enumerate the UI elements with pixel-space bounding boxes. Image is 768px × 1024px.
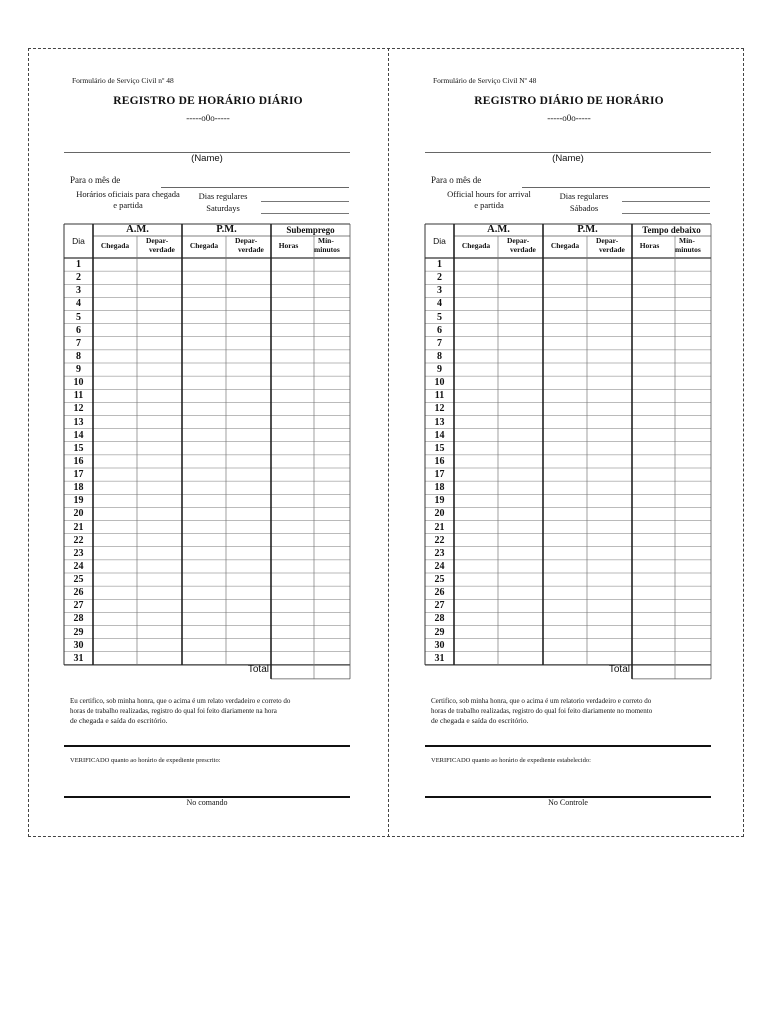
day-number: 18 — [434, 482, 445, 494]
undertime-header: Subemprego — [286, 225, 335, 235]
minutes-header-line-1: Mín- — [679, 236, 695, 245]
day-number: 23 — [434, 547, 445, 559]
day-number: 13 — [434, 416, 445, 428]
day-number: 20 — [73, 508, 84, 520]
day-number: 20 — [434, 508, 445, 520]
time-record-table — [425, 224, 711, 676]
month-label: Para o mês de — [431, 175, 482, 185]
day-number: 26 — [73, 587, 84, 599]
day-number: 12 — [73, 403, 84, 415]
day-number: 15 — [434, 442, 445, 454]
day-number: 23 — [73, 547, 84, 559]
day-number: 31 — [434, 652, 445, 664]
minutes-header — [675, 236, 701, 254]
official-hours-line-2: e partida — [113, 200, 143, 210]
pm-departure-header — [226, 236, 271, 254]
day-number: 22 — [73, 534, 84, 546]
supervisor-label: No Controle — [548, 798, 588, 807]
name-label: (Name) — [552, 153, 584, 164]
am-arrival-header: Chegada — [461, 241, 491, 250]
official-hours-line-2: e partida — [474, 200, 504, 210]
pm-header: P.M. — [577, 224, 598, 235]
am-departure-header — [498, 236, 543, 254]
day-number: 24 — [434, 560, 445, 572]
official-hours-label — [70, 189, 186, 211]
regular-days-field-line[interactable] — [261, 201, 349, 202]
signature-line-employee[interactable] — [425, 745, 711, 747]
form-number: Formulário de Serviço Civil Nº 48 — [433, 76, 537, 85]
pm-arrival-header: Chegada — [189, 241, 219, 250]
pm-departure-header-line-1: Depar- — [235, 236, 258, 245]
day-number: 30 — [434, 639, 445, 651]
day-number: 9 — [437, 364, 442, 375]
day-number: 8 — [437, 350, 442, 362]
regular-days-text: Dias regulares — [198, 191, 248, 201]
day-number: 3 — [76, 285, 81, 297]
day-number: 9 — [76, 364, 81, 375]
certification-text — [431, 697, 716, 726]
day-number: 19 — [434, 495, 445, 507]
day-number: 27 — [73, 600, 84, 612]
day-number: 1 — [437, 259, 442, 270]
day-number: 5 — [437, 311, 442, 323]
day-number: 8 — [76, 350, 81, 362]
day-number: 6 — [76, 324, 81, 336]
day-number: 1 — [76, 259, 81, 270]
total-label: Total — [608, 664, 630, 675]
total-label: Total — [247, 664, 269, 675]
hours-header: Horas — [278, 241, 299, 250]
saturdays-text: Saturdays — [206, 203, 240, 213]
day-number: 27 — [434, 600, 445, 612]
certification-line-3: de chegada e saída do escritório. — [70, 716, 168, 725]
day-number: 26 — [434, 587, 445, 599]
certification-line-1: Eu certifico, sob minha honra, que o acima é um relato verdadeiro e correto do — [70, 697, 291, 705]
saturdays-text: Sábados — [569, 203, 599, 213]
day-number: 24 — [73, 560, 84, 572]
saturdays-field-line[interactable] — [622, 213, 710, 214]
certification-line-1: Certifico, sob minha honra, que o acima é um relatorio verdadeiro e correto do — [431, 697, 652, 705]
day-number: 25 — [434, 574, 445, 585]
pm-departure-header-line-2: verdade — [238, 245, 264, 254]
day-number: 19 — [73, 495, 84, 507]
name-label: (Name) — [191, 153, 223, 164]
pm-departure-header-line-2: verdade — [599, 245, 625, 254]
day-number: 31 — [73, 652, 84, 664]
table-grid — [64, 224, 350, 676]
certification-line-2: horas de trabalho realizadas, registro do qual foi feito diariamente no momento — [431, 706, 653, 715]
day-number: 29 — [434, 626, 445, 638]
day-number-column — [425, 258, 454, 665]
am-arrival-header: Chegada — [100, 241, 130, 250]
pm-departure-header — [587, 236, 632, 254]
certification-line-3: de chegada e saída do escritório. — [431, 716, 529, 725]
am-departure-header-line-1: Depar- — [507, 236, 530, 245]
form-title: REGISTRO DIÁRIO DE HORÁRIO — [474, 95, 664, 107]
day-number: 28 — [73, 613, 84, 625]
undertime-header: Tempo debaixo — [642, 225, 701, 235]
minutes-header-line-2: minutos — [314, 245, 340, 254]
title-ornament: -----o0o----- — [547, 113, 591, 123]
day-number: 4 — [437, 298, 442, 310]
am-departure-header-line-2: verdade — [510, 245, 536, 254]
day-number: 13 — [73, 416, 84, 428]
right-form — [389, 48, 749, 837]
day-number: 5 — [76, 311, 81, 323]
day-number: 28 — [434, 613, 445, 625]
day-number: 17 — [73, 469, 84, 480]
day-number: 25 — [73, 574, 84, 585]
day-number: 11 — [434, 390, 445, 402]
verified-label: VERIFICADO quanto ao horário de expediente estabelecido: — [431, 757, 591, 764]
hours-header: Horas — [639, 241, 660, 250]
day-number: 18 — [73, 482, 84, 494]
official-hours-line-1: Horários oficiais para chegada — [76, 189, 180, 199]
day-number: 14 — [434, 429, 445, 441]
time-record-table — [64, 224, 350, 676]
day-number: 12 — [434, 403, 445, 415]
am-departure-header — [137, 236, 182, 254]
minutes-header-line-1: Mín- — [318, 236, 334, 245]
day-number: 30 — [73, 639, 84, 651]
regular-days-label — [539, 190, 629, 214]
regular-days-text: Dias regulares — [559, 191, 609, 201]
form-title: REGISTRO DE HORÁRIO DIÁRIO — [113, 95, 303, 107]
day-number: 10 — [73, 377, 84, 389]
day-number: 22 — [434, 534, 445, 546]
day-number: 7 — [437, 337, 442, 349]
day-number: 7 — [76, 337, 81, 349]
day-number: 14 — [73, 429, 84, 441]
day-number: 2 — [437, 272, 442, 284]
pm-arrival-header: Chegada — [550, 241, 580, 250]
day-number: 4 — [76, 298, 81, 310]
day-number: 16 — [73, 455, 84, 467]
day-number: 16 — [434, 455, 445, 467]
form-number: Formulário de Serviço Civil nº 48 — [72, 76, 174, 85]
regular-days-label — [178, 190, 268, 214]
day-number: 15 — [73, 442, 84, 454]
regular-days-field-line[interactable] — [622, 201, 710, 202]
supervisor-label: No comando — [186, 798, 228, 807]
official-hours-line-1: Official hours for arrival — [447, 189, 531, 199]
certification-text — [70, 697, 355, 726]
day-column-header: Dia — [433, 236, 446, 246]
left-form — [28, 48, 388, 837]
verified-label: VERIFICADO quanto ao horário de expediente prescrito: — [70, 757, 221, 764]
table-grid — [425, 224, 711, 676]
day-number: 17 — [434, 469, 445, 480]
minutes-header-line-2: minutos — [675, 245, 701, 254]
month-label: Para o mês de — [70, 175, 121, 185]
saturdays-field-line[interactable] — [261, 213, 349, 214]
am-header: A.M. — [487, 224, 510, 235]
am-header: A.M. — [126, 224, 149, 235]
title-ornament: -----o0o----- — [186, 113, 230, 123]
official-hours-label — [431, 189, 547, 211]
day-number: 21 — [434, 521, 445, 533]
minutes-header — [314, 236, 340, 254]
certification-line-2: horas de trabalho realizadas, registro do qual foi feito diariamente na hora — [70, 706, 277, 715]
day-number: 29 — [73, 626, 84, 638]
day-number: 3 — [437, 285, 442, 297]
signature-line-employee[interactable] — [64, 745, 350, 747]
day-number: 6 — [437, 324, 442, 336]
day-number: 21 — [73, 521, 84, 533]
day-number-column — [64, 258, 93, 665]
month-field-line[interactable] — [161, 187, 349, 188]
pm-departure-header-line-1: Depar- — [596, 236, 619, 245]
day-column-header: Dia — [72, 236, 85, 246]
day-number: 2 — [76, 272, 81, 284]
pm-header: P.M. — [216, 224, 237, 235]
day-number: 11 — [73, 390, 84, 402]
am-departure-header-line-1: Depar- — [146, 236, 169, 245]
month-field-line[interactable] — [522, 187, 710, 188]
day-number: 10 — [434, 377, 445, 389]
am-departure-header-line-2: verdade — [149, 245, 175, 254]
